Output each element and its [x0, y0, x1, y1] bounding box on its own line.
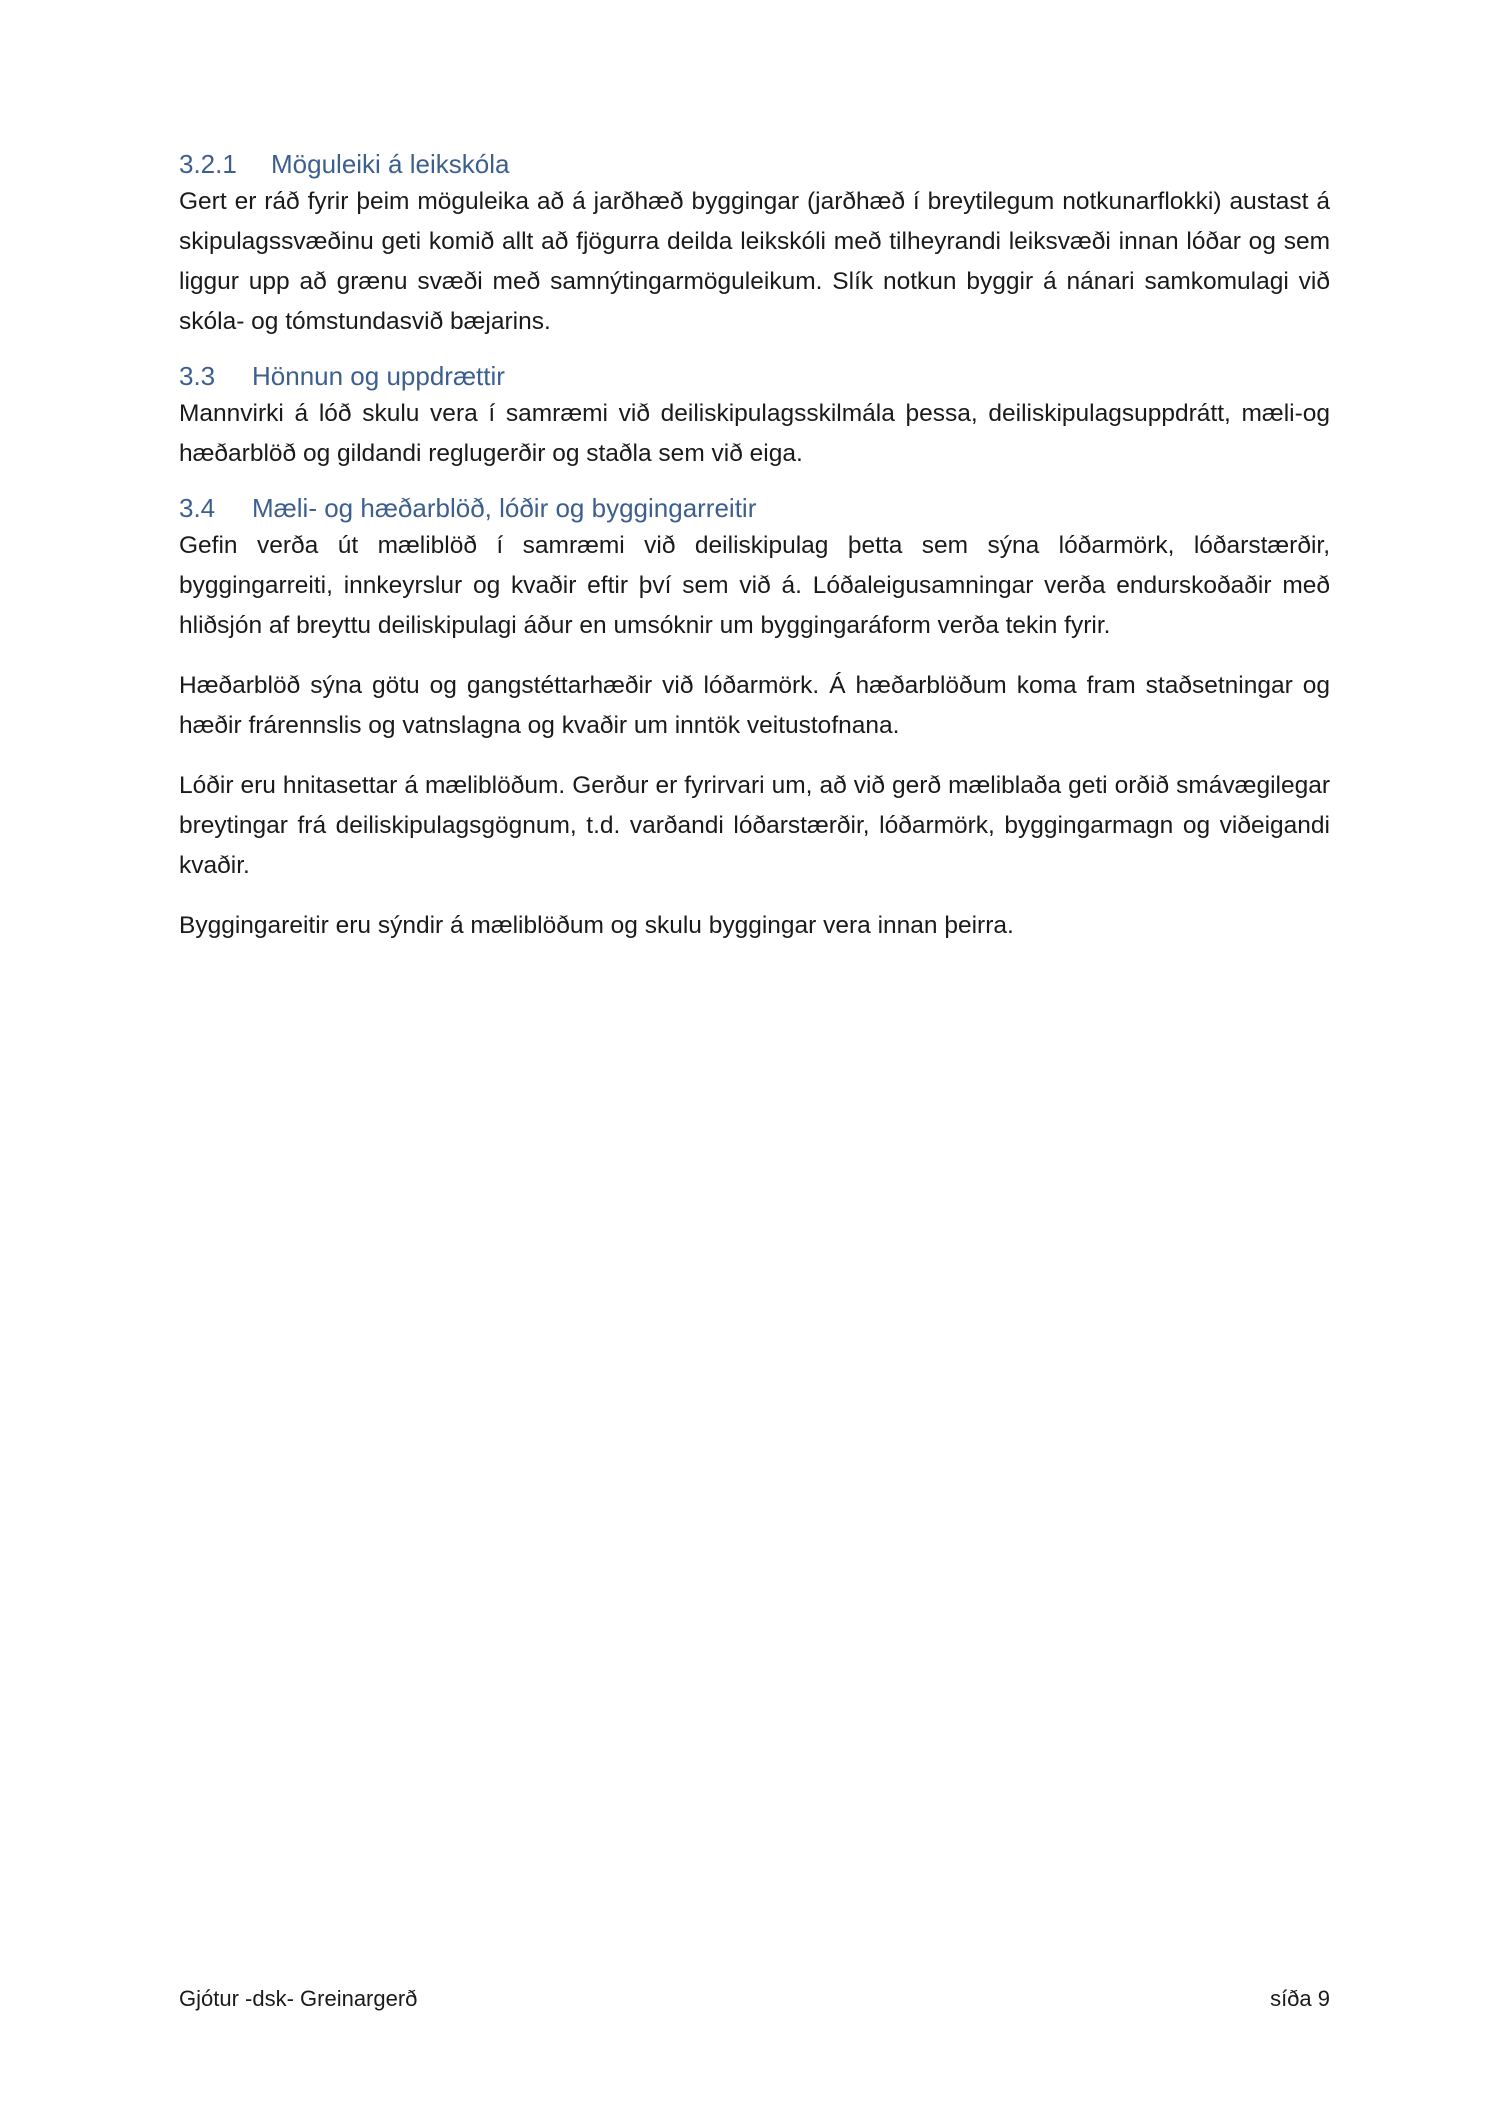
section-heading [179, 490, 1330, 526]
footer-page-number: síða 9 [1270, 1986, 1330, 2011]
section-number: 3.2.1 [179, 149, 237, 179]
paragraph: Hæðarblöð sýna götu og gangstéttarhæðir við lóðarmörk. Á hæðarblöðum koma fram staðsetningar og hæðir frárennslis og vatnslagna og kvaðir um inntök veitustofnana. [179, 672, 1330, 739]
section-number: 3.4 [179, 493, 216, 523]
paragraph: Lóðir eru hnitasettar á mæliblöðum. Gerður er fyrirvari um, að við gerð mæliblaða geti orðið smávægilegar breytingar frá deiliskipulagsgögnum, t.d. varðandi lóðarstærðir, lóðarmörk, byggingarmagn og viðeigandi kvaðir. [179, 772, 1330, 879]
section-heading [179, 146, 1330, 182]
section-number: 3.3 [179, 361, 216, 391]
section-title: Mæli- og hæðarblöð, lóðir og byggingarreitir [252, 493, 757, 523]
page-body [179, 146, 1330, 962]
paragraph: Gefin verða út mæliblöð í samræmi við deiliskipulag þetta sem sýna lóðarmörk, lóðarstærðir, byggingarreiti, innkeyrslur og kvaðir eftir því sem við á. Lóðaleigusamningar verða endurskoðaðir með hliðsjón af breyttu deiliskipulagi áður en umsóknir um byggingaráform verða tekin fyrir. [179, 532, 1330, 639]
section-title: Möguleiki á leikskóla [271, 149, 510, 179]
paragraph: Byggingareitir eru sýndir á mæliblöðum og skulu byggingar vera innan þeirra. [179, 912, 1014, 939]
section-heading [179, 358, 1330, 394]
footer-document-title: Gjótur -dsk- Greinargerð [179, 1986, 418, 2011]
paragraph: Gert er ráð fyrir þeim möguleika að á jarðhæð byggingar (jarðhæð í breytilegum notkunarflokki) austast á skipulagssvæðinu geti komið allt að fjögurra deilda leikskóli með tilheyrandi leiksvæði innan lóðar og sem liggur upp að grænu svæði með samnýtingarmöguleikum. Slík notkun byggir á nánari samkomulagi við skóla- og tómstundasvið bæjarins. [179, 188, 1330, 335]
section-title: Hönnun og uppdrættir [252, 361, 505, 391]
section-3-3 [179, 358, 1330, 474]
paragraph: Mannvirki á lóð skulu vera í samræmi við deiliskipulagsskilmála þessa, deiliskipulagsuppdrátt, mæli-og hæðarblöð og gildandi reglugerðir og staðla sem við eiga. [179, 400, 1330, 467]
section-3-4 [179, 490, 1330, 946]
section-3-2-1 [179, 146, 1330, 342]
